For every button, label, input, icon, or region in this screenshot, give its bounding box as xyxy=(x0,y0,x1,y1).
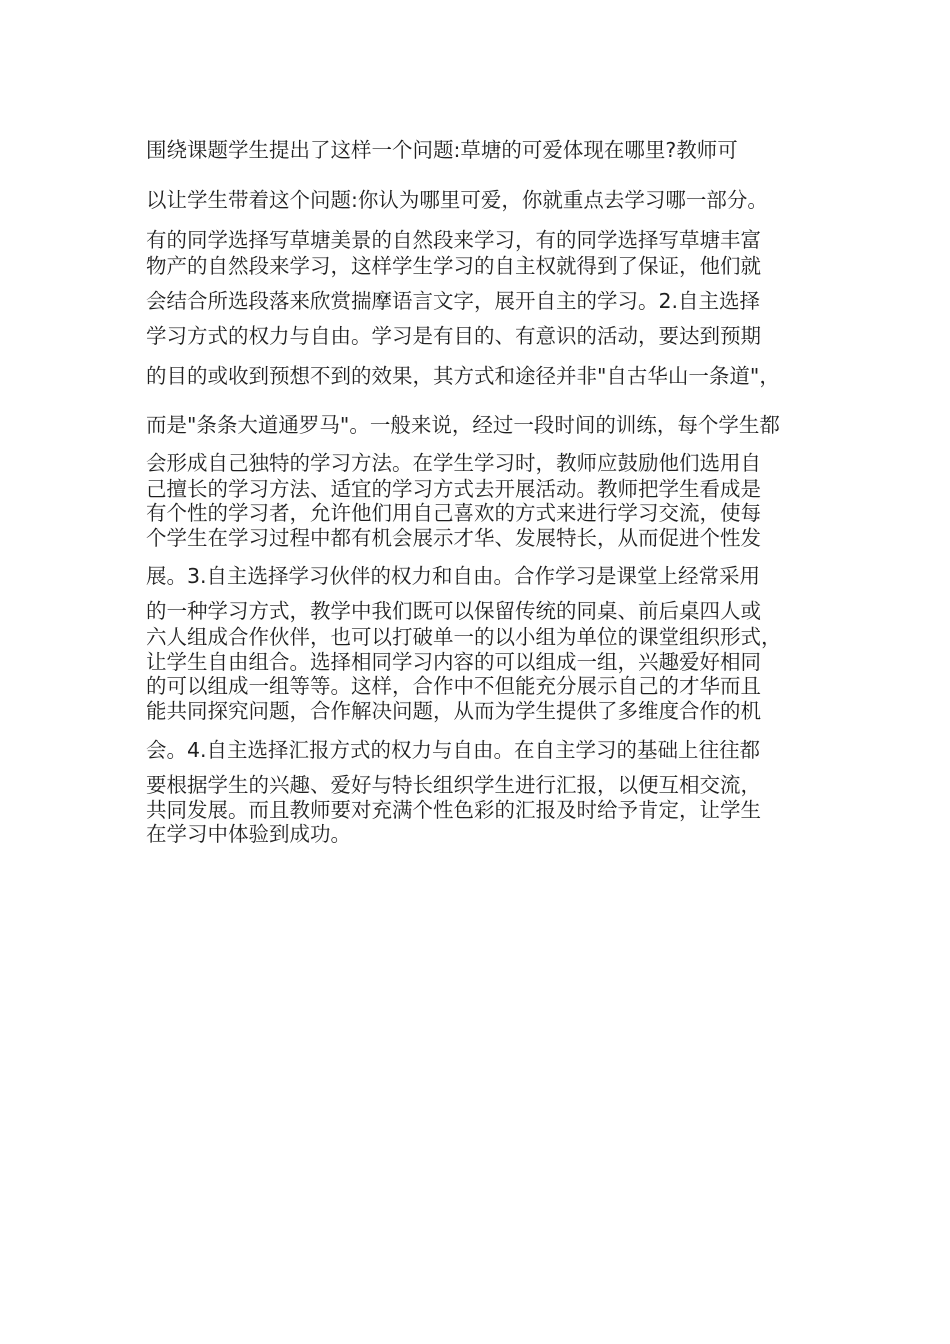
text-line: 的一种学习方式，教学中我们既可以保留传统的同桌、前后桌四人或 xyxy=(146,599,761,623)
text-line: 共同发展。而且教师要对充满个性色彩的汇报及时给予肯定，让学生 xyxy=(146,798,761,822)
text-line: 让学生自由组合。选择相同学习内容的可以组成一组，兴趣爱好相同 xyxy=(146,650,761,674)
text-line: 学习方式的权力与自由。学习是有目的、有意识的活动，要达到预期 xyxy=(146,324,761,348)
text-line: 会。4.自主选择汇报方式的权力与自由。在自主学习的基础上往往都 xyxy=(146,738,761,762)
text-line: 在学习中体验到成功。 xyxy=(146,822,351,846)
text-line: 展。3.自主选择学习伙伴的权力和自由。合作学习是课堂上经常采用 xyxy=(146,564,761,588)
text-line: 六人组成合作伙伴，也可以打破单一的以小组为单位的课堂组织形式， xyxy=(146,625,782,649)
text-line: 个学生在学习过程中都有机会展示才华、发展特长，从而促进个性发 xyxy=(146,526,761,550)
text-line: 要根据学生的兴趣、爱好与特长组织学生进行汇报，以便互相交流， xyxy=(146,773,761,797)
text-line: 的目的或收到预想不到的效果，其方式和途径并非"自古华山一条道"， xyxy=(146,364,780,388)
text-line: 物产的自然段来学习，这样学生学习的自主权就得到了保证，他们就 xyxy=(146,254,761,278)
text-line: 有的同学选择写草塘美景的自然段来学习，有的同学选择写草塘丰富 xyxy=(146,228,761,252)
text-line: 围绕课题学生提出了这样一个问题:草塘的可爱体现在哪里?教师可 xyxy=(146,138,738,162)
text-line: 己擅长的学习方法、适宜的学习方式去开展活动。教师把学生看成是 xyxy=(146,477,761,501)
text-line: 会形成自己独特的学习方法。在学生学习时，教师应鼓励他们选用自 xyxy=(146,451,761,475)
text-line: 能共同探究问题，合作解决问题，从而为学生提供了多维度合作的机 xyxy=(146,699,761,723)
text-line: 而是"条条大道通罗马"。一般来说，经过一段时间的训练，每个学生都 xyxy=(146,413,780,437)
text-line: 有个性的学习者，允许他们用自己喜欢的方式来进行学习交流，使每 xyxy=(146,501,761,525)
text-line: 以让学生带着这个问题:你认为哪里可爱，你就重点去学习哪一部分。 xyxy=(146,188,768,212)
text-line: 会结合所选段落来欣赏揣摩语言文字，展开自主的学习。2.自主选择 xyxy=(146,289,761,313)
text-line: 的可以组成一组等等。这样，合作中不但能充分展示自己的才华而且 xyxy=(146,674,761,698)
